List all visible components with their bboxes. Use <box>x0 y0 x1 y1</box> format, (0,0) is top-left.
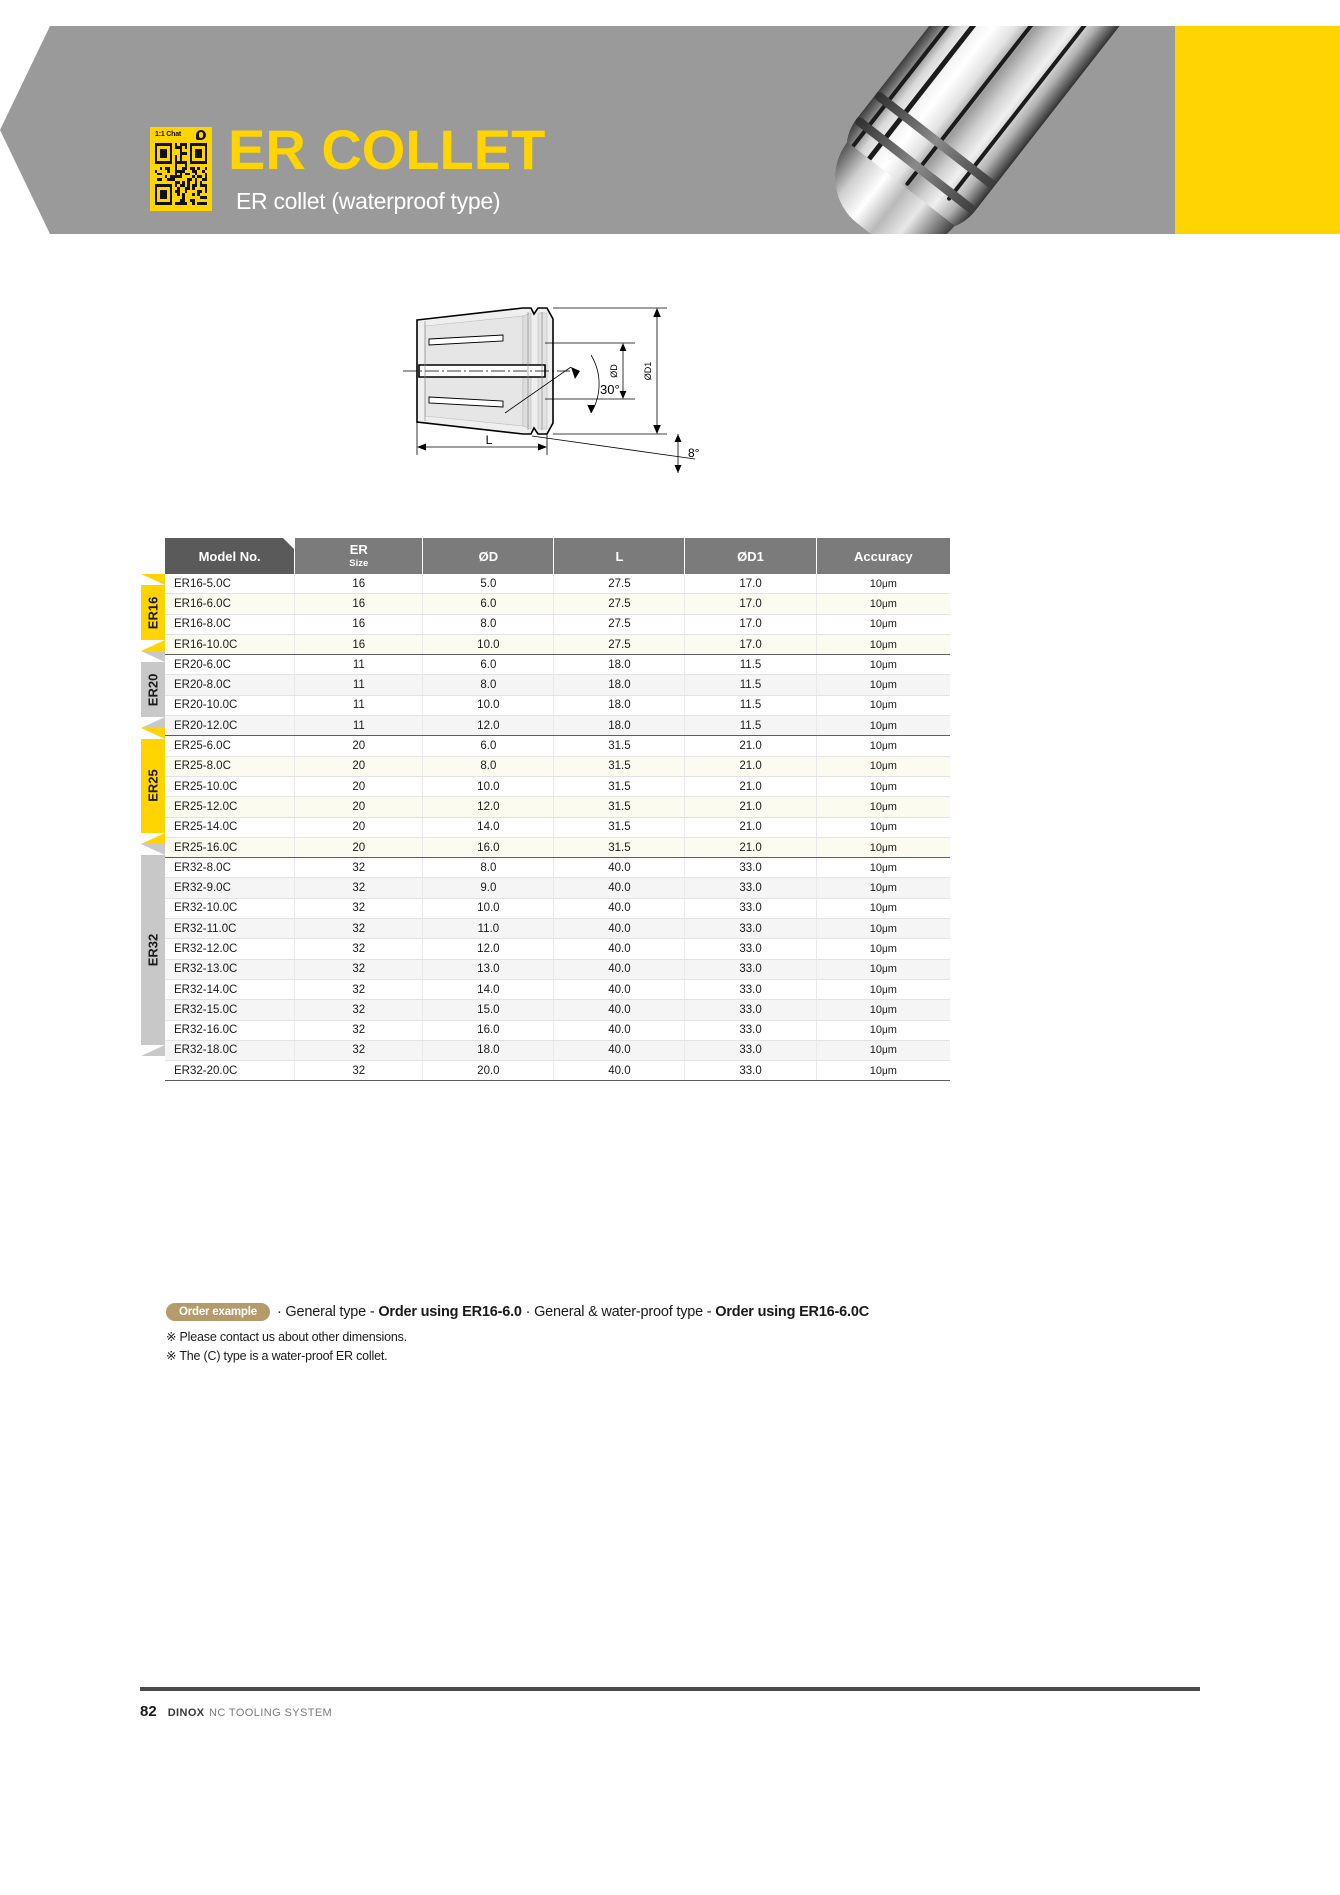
group-tab-label: ER16 <box>145 596 161 629</box>
table-row <box>165 1020 950 1040</box>
cell-model: ER20-6.0C <box>165 655 295 675</box>
group-tab-er20 <box>141 662 165 717</box>
page-number: 82 <box>140 1703 157 1720</box>
cell-model: ER32-15.0C <box>165 1000 295 1020</box>
cell-er: 16 <box>295 614 423 634</box>
dimension-label-30deg: 30° <box>600 382 620 397</box>
cell-er: 16 <box>295 594 423 614</box>
cell-er: 32 <box>295 1061 423 1081</box>
cell-od1: 33.0 <box>685 1000 816 1020</box>
cell-er: 32 <box>295 878 423 898</box>
cell-model: ER32-18.0C <box>165 1040 295 1060</box>
system-name: NC TOOLING SYSTEM <box>208 1707 333 1719</box>
cell-model: ER16-10.0C <box>165 634 295 654</box>
cell-accuracy: 10μm <box>816 959 950 979</box>
cell-er: 20 <box>295 817 423 837</box>
order-bold-general: Order using ER16-6.0 <box>378 1304 522 1320</box>
cell-od1: 17.0 <box>685 594 816 614</box>
cell-accuracy: 10μm <box>816 614 950 634</box>
cell-l: 27.5 <box>554 594 685 614</box>
cell-er: 32 <box>295 898 423 918</box>
cell-accuracy: 10μm <box>816 574 950 594</box>
order-example-text <box>277 1304 869 1320</box>
cell-l: 40.0 <box>554 959 685 979</box>
cell-od1: 33.0 <box>685 898 816 918</box>
cell-od: 18.0 <box>423 1040 554 1060</box>
cell-od1: 33.0 <box>685 878 816 898</box>
cell-er: 32 <box>295 1020 423 1040</box>
cell-er: 32 <box>295 1000 423 1020</box>
cell-od1: 21.0 <box>685 817 816 837</box>
cell-od: 8.0 <box>423 614 554 634</box>
page-title: ER COLLET <box>228 118 546 181</box>
cell-od1: 21.0 <box>685 797 816 817</box>
cell-model: ER20-8.0C <box>165 675 295 695</box>
collet-photo-illustration <box>771 26 1175 234</box>
cell-l: 40.0 <box>554 1020 685 1040</box>
cell-od: 5.0 <box>423 574 554 594</box>
table-row <box>165 776 950 796</box>
cell-accuracy: 10μm <box>816 1040 950 1060</box>
cell-od: 20.0 <box>423 1061 554 1081</box>
cell-od: 12.0 <box>423 797 554 817</box>
cell-model: ER16-8.0C <box>165 614 295 634</box>
table-row <box>165 858 950 878</box>
cell-accuracy: 10μm <box>816 756 950 776</box>
col-header-er-label: ER <box>349 541 368 557</box>
cell-od: 10.0 <box>423 695 554 715</box>
cell-od: 16.0 <box>423 837 554 857</box>
table-header-row <box>165 538 950 574</box>
cell-er: 32 <box>295 979 423 999</box>
cell-accuracy: 10μm <box>816 736 950 756</box>
table-row <box>165 878 950 898</box>
cell-l: 31.5 <box>554 817 685 837</box>
spec-table <box>165 538 950 1081</box>
cell-model: ER25-12.0C <box>165 797 295 817</box>
cell-l: 31.5 <box>554 736 685 756</box>
col-header-accuracy: Accuracy <box>816 538 950 574</box>
table-row <box>165 695 950 715</box>
table-row <box>165 594 950 614</box>
cell-model: ER20-10.0C <box>165 695 295 715</box>
cell-l: 40.0 <box>554 939 685 959</box>
col-header-od: ØD <box>423 538 554 574</box>
brand-name: DINOX <box>167 1707 205 1719</box>
cell-model: ER32-9.0C <box>165 878 295 898</box>
table-row <box>165 898 950 918</box>
cell-od: 9.0 <box>423 878 554 898</box>
page-footer <box>140 1703 332 1721</box>
cell-l: 40.0 <box>554 1061 685 1081</box>
cell-od: 10.0 <box>423 898 554 918</box>
qr-code-badge[interactable] <box>150 127 212 211</box>
order-prefix: · General type - <box>276 1304 379 1320</box>
note-ctype: ※ The (C) type is a water-proof ER collet. <box>166 1349 388 1363</box>
cell-model: ER16-5.0C <box>165 574 295 594</box>
cell-model: ER20-12.0C <box>165 716 295 736</box>
page-header <box>0 26 1340 234</box>
cell-er: 16 <box>295 574 423 594</box>
table-row <box>165 817 950 837</box>
cell-er: 20 <box>295 756 423 776</box>
table-row <box>165 979 950 999</box>
header-banner-left-chevron <box>0 26 50 234</box>
cell-model: ER32-20.0C <box>165 1061 295 1081</box>
cell-er: 20 <box>295 837 423 857</box>
cell-accuracy: 10μm <box>816 837 950 857</box>
dimension-label-L: L <box>485 433 493 447</box>
cell-er: 11 <box>295 655 423 675</box>
cell-od: 16.0 <box>423 1020 554 1040</box>
table-row <box>165 1061 950 1081</box>
group-tab-label: ER32 <box>145 934 161 967</box>
cell-od: 8.0 <box>423 675 554 695</box>
cell-model: ER32-8.0C <box>165 858 295 878</box>
table-row <box>165 736 950 756</box>
table-row <box>165 1040 950 1060</box>
cell-od1: 33.0 <box>685 939 816 959</box>
table-row <box>165 756 950 776</box>
col-header-er-sublabel: Size <box>349 557 369 569</box>
col-header-od1: ØD1 <box>685 538 816 574</box>
table-row <box>165 655 950 675</box>
cell-model: ER25-10.0C <box>165 776 295 796</box>
cell-od1: 33.0 <box>685 1040 816 1060</box>
cell-od: 13.0 <box>423 959 554 979</box>
cell-er: 11 <box>295 675 423 695</box>
cell-l: 31.5 <box>554 797 685 817</box>
page-subtitle: ER collet (waterproof type) <box>236 188 501 214</box>
cell-l: 31.5 <box>554 776 685 796</box>
group-tab-er16 <box>141 585 165 640</box>
cell-model: ER25-8.0C <box>165 756 295 776</box>
cell-od1: 11.5 <box>685 675 816 695</box>
table-row <box>165 837 950 857</box>
cell-od: 8.0 <box>423 756 554 776</box>
dimension-label-OD1: ØD1 <box>643 361 653 381</box>
cell-od: 14.0 <box>423 817 554 837</box>
cell-model: ER32-12.0C <box>165 939 295 959</box>
table-body <box>165 574 950 1081</box>
cell-accuracy: 10μm <box>816 1000 950 1020</box>
cell-accuracy: 10μm <box>816 878 950 898</box>
table-row <box>165 634 950 654</box>
table-row <box>165 574 950 594</box>
cell-l: 18.0 <box>554 675 685 695</box>
cell-od: 11.0 <box>423 919 554 939</box>
cell-l: 31.5 <box>554 837 685 857</box>
table-row <box>165 797 950 817</box>
cell-l: 40.0 <box>554 898 685 918</box>
cell-accuracy: 10μm <box>816 797 950 817</box>
chat-bubble-icon <box>196 130 206 140</box>
cell-od: 12.0 <box>423 716 554 736</box>
cell-model: ER25-14.0C <box>165 817 295 837</box>
group-tab-label: ER25 <box>145 770 161 803</box>
cell-l: 40.0 <box>554 1000 685 1020</box>
cell-od1: 33.0 <box>685 959 816 979</box>
cell-l: 31.5 <box>554 756 685 776</box>
cell-l: 18.0 <box>554 655 685 675</box>
cell-accuracy: 10μm <box>816 919 950 939</box>
table-row <box>165 1000 950 1020</box>
cell-od1: 21.0 <box>685 837 816 857</box>
cell-accuracy: 10μm <box>816 939 950 959</box>
cell-accuracy: 10μm <box>816 594 950 614</box>
cell-od: 14.0 <box>423 979 554 999</box>
cell-accuracy: 10μm <box>816 979 950 999</box>
cell-model: ER32-16.0C <box>165 1020 295 1040</box>
cell-od1: 33.0 <box>685 1061 816 1081</box>
cell-od: 6.0 <box>423 594 554 614</box>
col-header-er-size <box>295 538 423 574</box>
dimension-label-8deg: 8° <box>688 446 700 460</box>
product-photo <box>755 26 1175 234</box>
cell-od1: 33.0 <box>685 1020 816 1040</box>
cell-accuracy: 10μm <box>816 634 950 654</box>
qr-chat-label: 1:1 Chat <box>155 131 182 138</box>
cell-od: 6.0 <box>423 736 554 756</box>
table-row <box>165 675 950 695</box>
footer-divider <box>140 1687 1200 1691</box>
group-tab-label: ER20 <box>145 673 161 707</box>
cell-accuracy: 10μm <box>816 817 950 837</box>
cell-er: 32 <box>295 1040 423 1060</box>
table-row <box>165 939 950 959</box>
cell-od: 10.0 <box>423 776 554 796</box>
cell-od: 12.0 <box>423 939 554 959</box>
cell-od1: 17.0 <box>685 634 816 654</box>
cell-accuracy: 10μm <box>816 675 950 695</box>
cell-model: ER32-14.0C <box>165 979 295 999</box>
order-bold-waterproof: Order using ER16-6.0C <box>715 1304 870 1320</box>
table-row <box>165 614 950 634</box>
cell-l: 18.0 <box>554 716 685 736</box>
cell-model: ER25-6.0C <box>165 736 295 756</box>
order-example-badge: Order example <box>166 1303 270 1321</box>
cell-accuracy: 10μm <box>816 776 950 796</box>
cell-model: ER32-13.0C <box>165 959 295 979</box>
group-tab-er32 <box>141 855 165 1045</box>
cell-od1: 33.0 <box>685 919 816 939</box>
cell-accuracy: 10μm <box>816 858 950 878</box>
note-dimensions: ※ Please contact us about other dimensions. <box>166 1330 407 1344</box>
cell-od1: 21.0 <box>685 736 816 756</box>
cell-model: ER32-11.0C <box>165 919 295 939</box>
cell-accuracy: 10μm <box>816 1061 950 1081</box>
order-middle: · General & water-proof type - <box>521 1304 716 1320</box>
dimension-label-OD: ØD <box>609 364 619 378</box>
table-row <box>165 959 950 979</box>
cell-od1: 21.0 <box>685 776 816 796</box>
cell-od1: 33.0 <box>685 858 816 878</box>
cell-er: 20 <box>295 797 423 817</box>
cell-model: ER16-6.0C <box>165 594 295 614</box>
cell-l: 40.0 <box>554 1040 685 1060</box>
cell-accuracy: 10μm <box>816 1020 950 1040</box>
cell-od: 6.0 <box>423 655 554 675</box>
cell-l: 18.0 <box>554 695 685 715</box>
group-tab-er25 <box>141 739 165 833</box>
cell-l: 40.0 <box>554 858 685 878</box>
cell-er: 20 <box>295 736 423 756</box>
cell-od: 15.0 <box>423 1000 554 1020</box>
cell-l: 27.5 <box>554 574 685 594</box>
cell-l: 40.0 <box>554 919 685 939</box>
cell-er: 32 <box>295 939 423 959</box>
cell-l: 27.5 <box>554 634 685 654</box>
cell-od1: 17.0 <box>685 614 816 634</box>
cell-l: 40.0 <box>554 979 685 999</box>
cell-er: 16 <box>295 634 423 654</box>
cell-od: 10.0 <box>423 634 554 654</box>
cell-er: 11 <box>295 695 423 715</box>
cell-accuracy: 10μm <box>816 898 950 918</box>
table-row <box>165 919 950 939</box>
cell-model: ER32-10.0C <box>165 898 295 918</box>
cell-er: 32 <box>295 919 423 939</box>
cell-od: 8.0 <box>423 858 554 878</box>
cell-accuracy: 10μm <box>816 695 950 715</box>
cell-l: 40.0 <box>554 878 685 898</box>
cell-od1: 11.5 <box>685 655 816 675</box>
col-header-model: Model No. <box>165 538 295 574</box>
cell-l: 27.5 <box>554 614 685 634</box>
table-row <box>165 716 950 736</box>
cell-accuracy: 10μm <box>816 655 950 675</box>
technical-drawing <box>395 295 725 475</box>
cell-er: 32 <box>295 858 423 878</box>
cell-od1: 11.5 <box>685 716 816 736</box>
cell-od1: 17.0 <box>685 574 816 594</box>
qr-code-matrix <box>155 143 207 205</box>
cell-er: 20 <box>295 776 423 796</box>
cell-er: 32 <box>295 959 423 979</box>
header-gray-banner <box>50 26 1175 234</box>
cell-accuracy: 10μm <box>816 716 950 736</box>
cell-model: ER25-16.0C <box>165 837 295 857</box>
order-example-row <box>166 1303 1066 1321</box>
cell-od1: 11.5 <box>685 695 816 715</box>
cell-od1: 21.0 <box>685 756 816 776</box>
cell-od1: 33.0 <box>685 979 816 999</box>
notes-section <box>166 1303 1066 1363</box>
col-header-l: L <box>554 538 685 574</box>
cell-er: 11 <box>295 716 423 736</box>
